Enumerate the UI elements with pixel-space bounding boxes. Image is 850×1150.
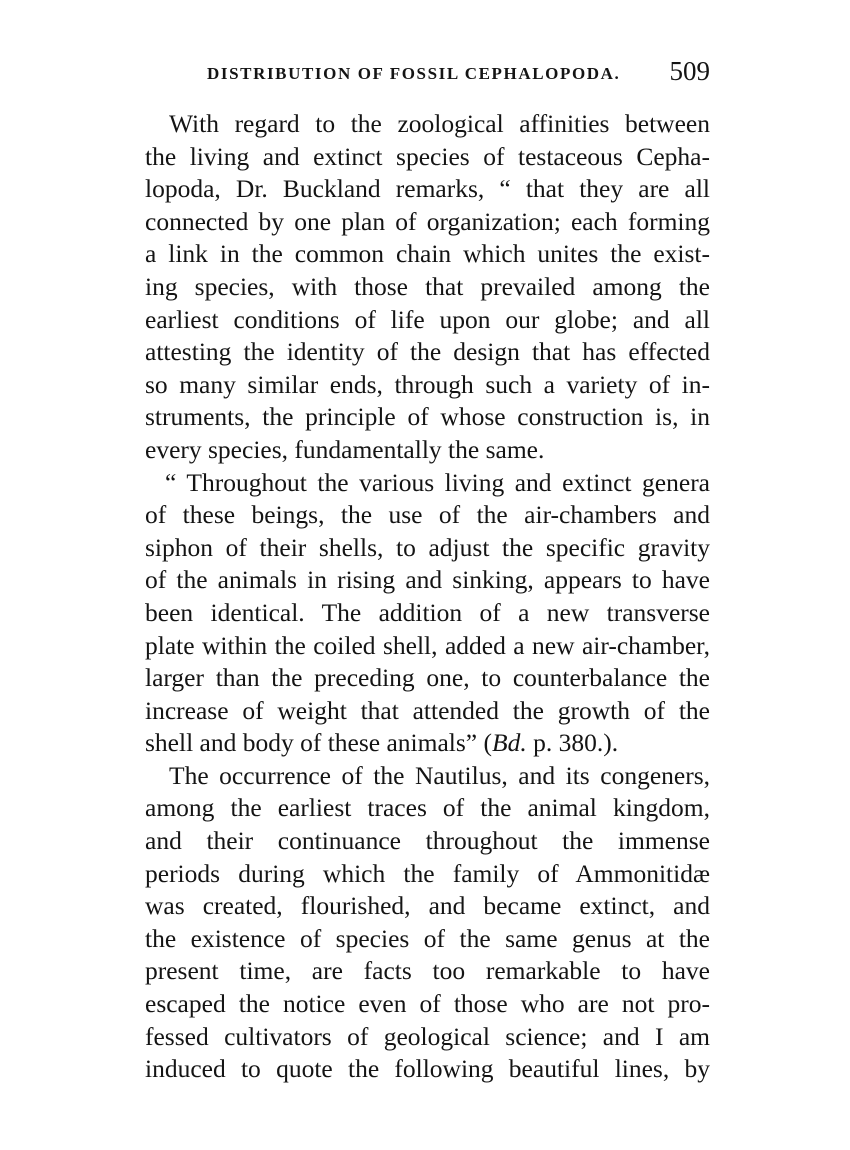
text-line: connected by one plan of organization; each forming xyxy=(145,206,710,236)
text-line: every species, fundamentally the same. xyxy=(145,434,545,464)
text-span: shell and body of these animals” ( xyxy=(145,728,492,758)
text-line: struments, the principle of whose construction is, in xyxy=(145,402,710,432)
text-line: “ Throughout the various living and extinct genera xyxy=(165,467,710,497)
text-line: was created, flourished, and became extinct, and xyxy=(145,891,710,921)
text-line: induced to quote the following beautiful lines, by xyxy=(145,1054,710,1084)
paragraph-quotation-air-chambers xyxy=(145,467,710,760)
text-line: so many similar ends, through such a variety of in- xyxy=(145,369,710,399)
text-line: present time, are facts too remarkable to have xyxy=(145,956,710,986)
text-line: been identical. The addition of a new transverse xyxy=(145,597,710,627)
text-line: earliest conditions of life upon our globe; and all xyxy=(145,304,710,334)
text-line: the existence of species of the same genus at the xyxy=(145,923,710,953)
text-line: attesting the identity of the design that has effected xyxy=(145,337,710,367)
text-line: larger than the preceding one, to counterbalance the xyxy=(145,663,710,693)
text-line: the living and extinct species of testaceous Cepha- xyxy=(145,141,710,171)
text-line: With regard to the zoological affinities between xyxy=(169,109,710,138)
paragraph-nautilus-occurrence xyxy=(145,760,710,1086)
text-line: plate within the coiled shell, added a new air-chamber, xyxy=(145,630,710,660)
running-title: DISTRIBUTION OF FOSSIL CEPHALOPODA. xyxy=(207,64,621,83)
body-text xyxy=(145,108,710,1086)
text-line: fessed cultivators of geological science; and I am xyxy=(145,1021,710,1051)
text-line: of the animals in rising and sinking, appears to have xyxy=(145,565,710,595)
text-span: p. 380.). xyxy=(526,728,619,758)
page-number: 509 xyxy=(669,56,710,86)
text-line: a link in the common chain which unites the exist- xyxy=(145,239,710,269)
text-line: periods during which the family of Ammonitidæ xyxy=(145,858,710,888)
text-line: among the earliest traces of the animal kingdom, xyxy=(145,793,710,823)
text-line: and their continuance throughout the immense xyxy=(145,826,710,856)
text-line: increase of weight that attended the growth of the xyxy=(145,695,710,725)
text-line: ing species, with those that prevailed among the xyxy=(145,271,710,301)
text-line: The occurrence of the Nautilus, and its congeners, xyxy=(169,760,710,790)
text-line: lopoda, Dr. Buckland remarks, “ that they are all xyxy=(145,174,710,204)
running-header xyxy=(145,58,710,94)
paragraph-zoological-affinities xyxy=(145,108,710,467)
citation-italic: Bd. xyxy=(492,728,527,758)
text-line-with-citation xyxy=(145,727,710,760)
text-line: siphon of their shells, to adjust the specific gravity xyxy=(145,532,710,562)
text-line: of these beings, the use of the air-chambers and xyxy=(145,500,710,530)
text-line: escaped the notice even of those who are not pro- xyxy=(145,989,710,1019)
